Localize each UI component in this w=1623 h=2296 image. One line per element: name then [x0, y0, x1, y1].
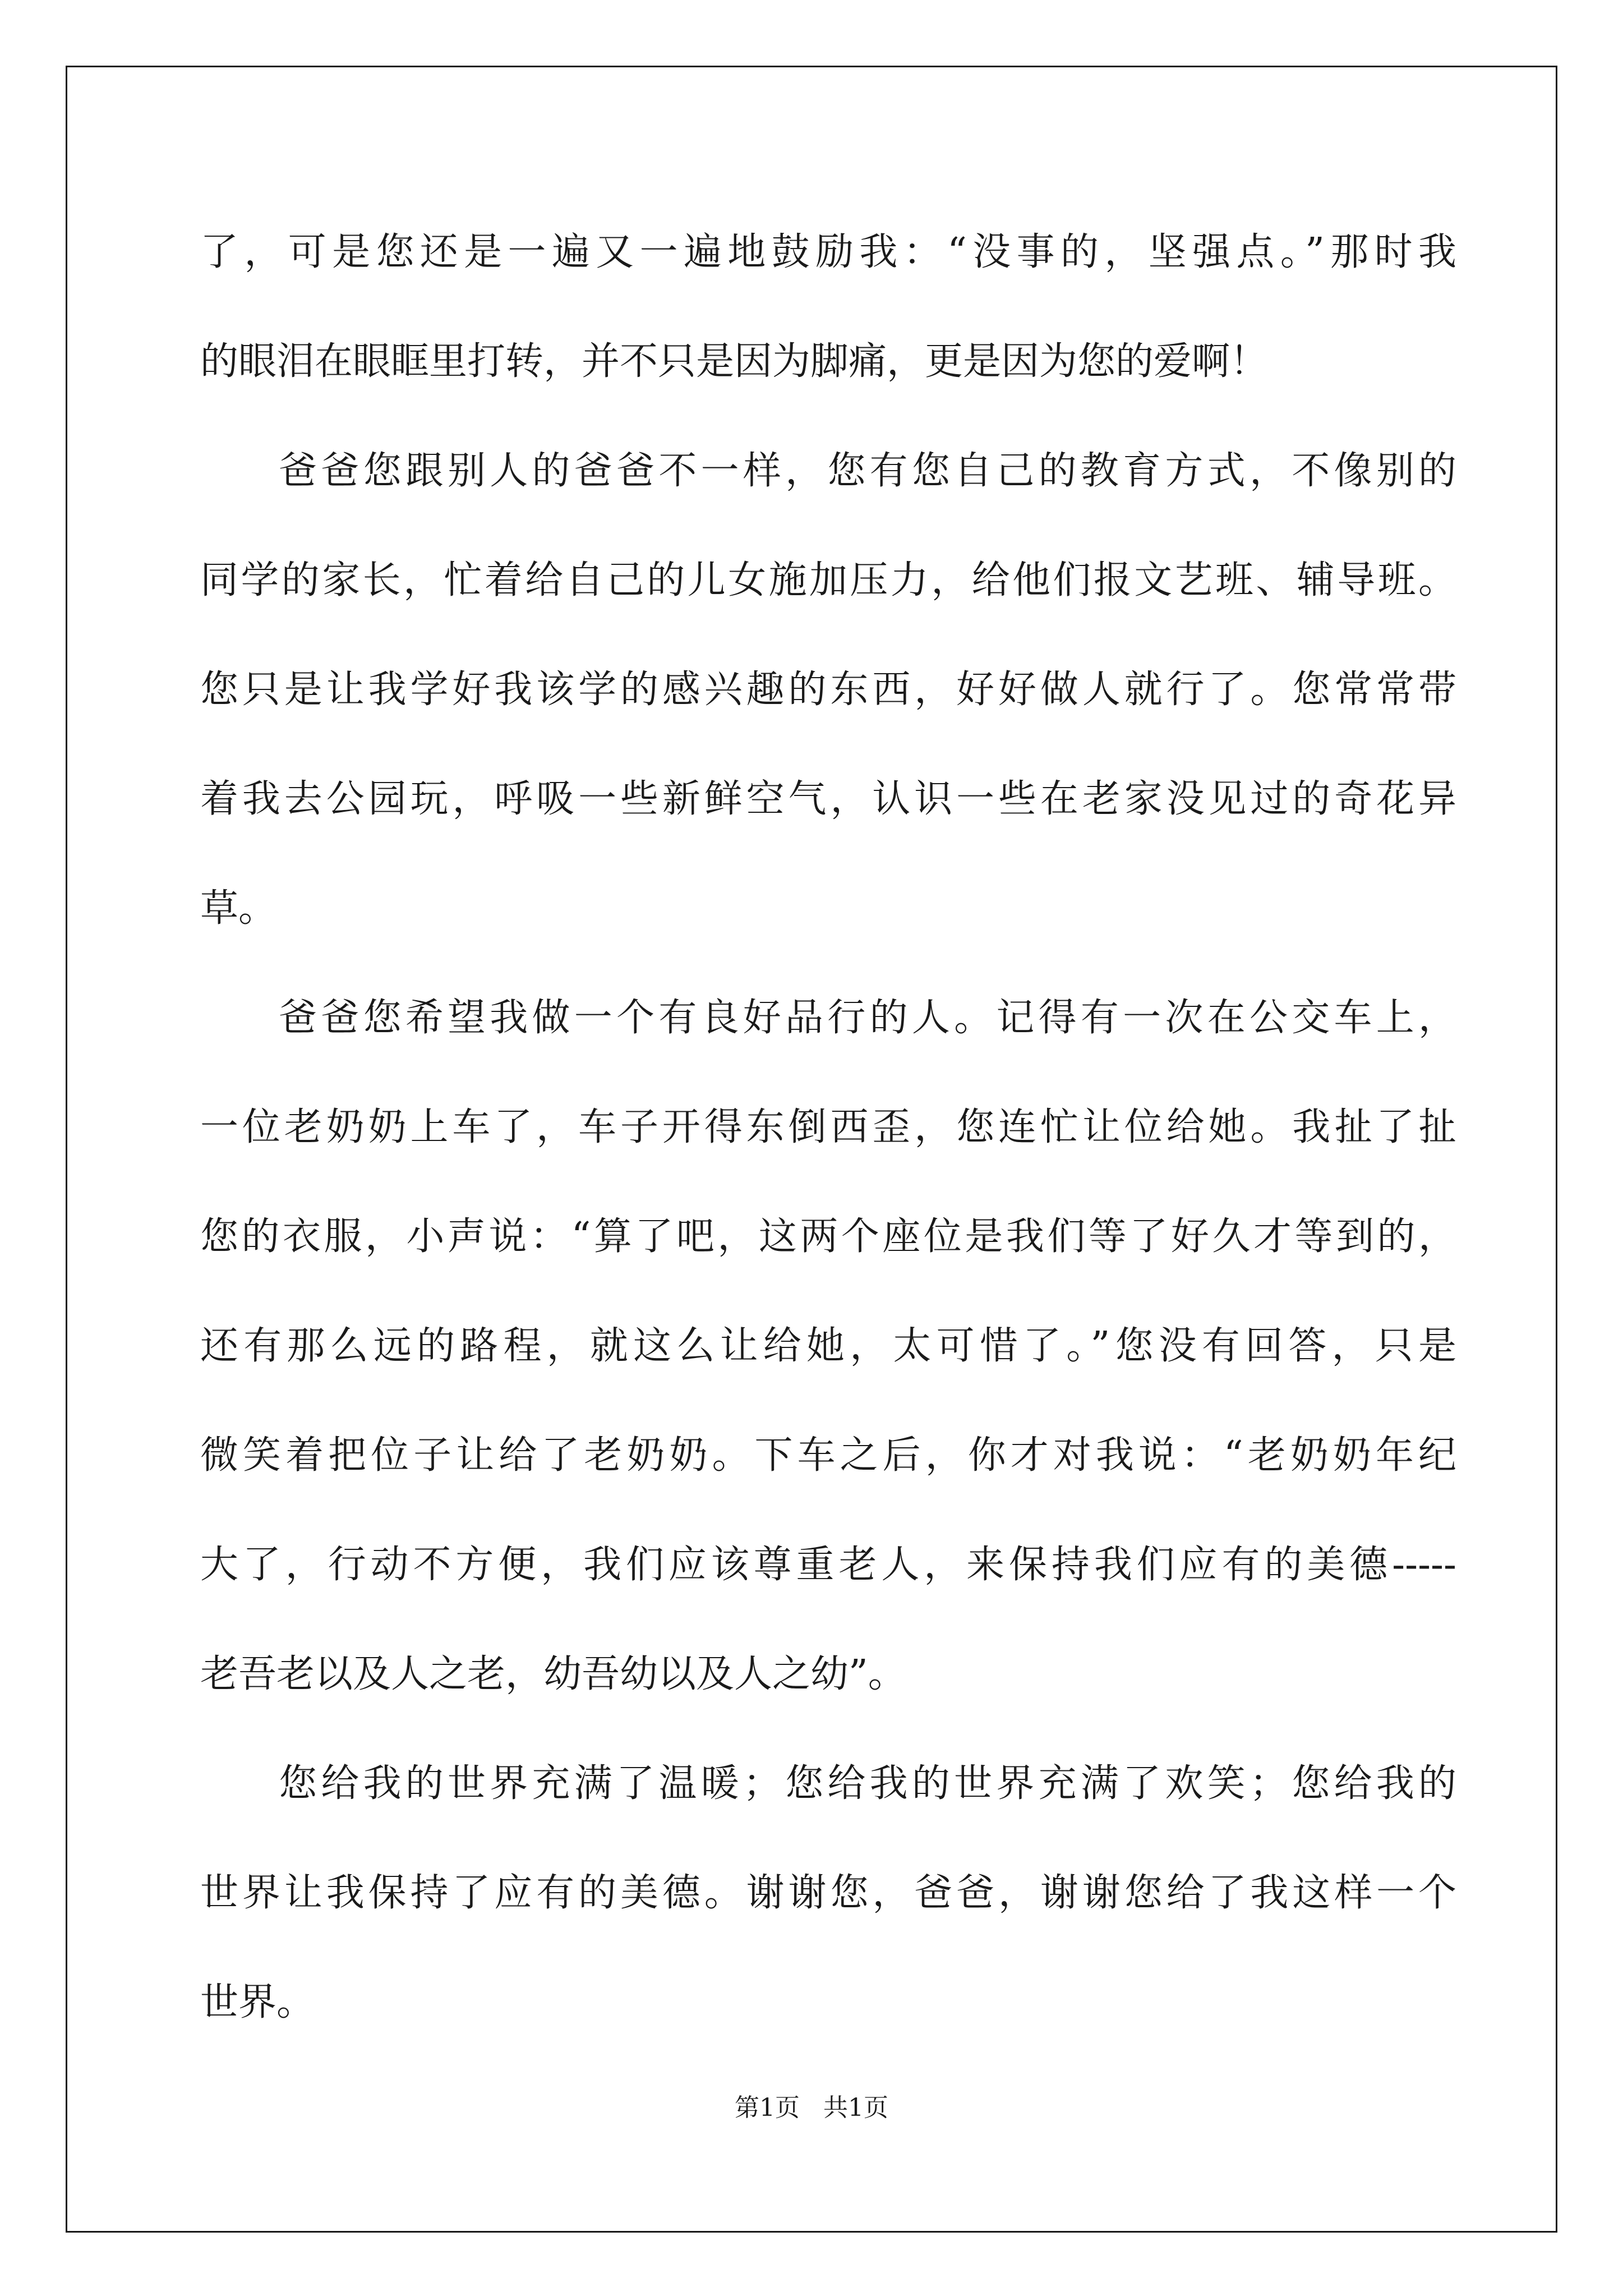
text-line: 世界让我保持了应有的美德。谢谢您，爸爸，谢谢您给了我这样一个	[200, 1871, 1456, 1915]
text-line: 世界。	[200, 1980, 315, 2024]
text-line: 了，可是您还是一遍又一遍地鼓励我：“没事的，坚强点。”那时我	[200, 230, 1456, 274]
text-line: 您只是让我学好我该学的感兴趣的东西，好好做人就行了。您常常带	[200, 668, 1456, 712]
paragraph-first-line: 爸爸您希望我做一个有良好品行的人。记得有一次在公交车上，	[279, 996, 1456, 1040]
text-line: 还有那么远的路程，就这么让给她，太可惜了。”您没有回答，只是	[200, 1324, 1456, 1368]
text-line: 老吾老以及人之老，幼吾幼以及人之幼”。	[200, 1652, 906, 1696]
text-line: 草。	[200, 886, 277, 931]
text-line: 的眼泪在眼眶里打转，并不只是因为脚痛，更是因为您的爱啊！	[200, 339, 1269, 384]
paragraph-first-line: 爸爸您跟别人的爸爸不一样，您有您自己的教育方式，不像别的	[279, 449, 1456, 493]
text-line: 一位老奶奶上车了，车子开得东倒西歪，您连忙让位给她。我扯了扯	[200, 1105, 1456, 1149]
text-line: 大了，行动不方便，我们应该尊重老人，来保持我们应有的美德-----	[200, 1543, 1456, 1587]
page-total: 共1页	[823, 2093, 888, 2122]
text-line: 微笑着把位子让给了老奶奶。下车之后，你才对我说：“老奶奶年纪	[200, 1433, 1456, 1478]
page-number: 第1页	[735, 2093, 800, 2122]
text-line: 同学的家长，忙着给自己的儿女施加压力，给他们报文艺班、辅导班。	[200, 558, 1456, 602]
text-line: 着我去公园玩，呼吸一些新鲜空气，认识一些在老家没见过的奇花异	[200, 777, 1456, 821]
page-footer	[0, 2092, 1623, 2124]
paragraph-first-line: 您给我的世界充满了温暖；您给我的世界充满了欢笑；您给我的	[279, 1761, 1456, 1806]
text-line: 您的衣服，小声说：“算了吧，这两个座位是我们等了好久才等到的，	[200, 1214, 1456, 1259]
